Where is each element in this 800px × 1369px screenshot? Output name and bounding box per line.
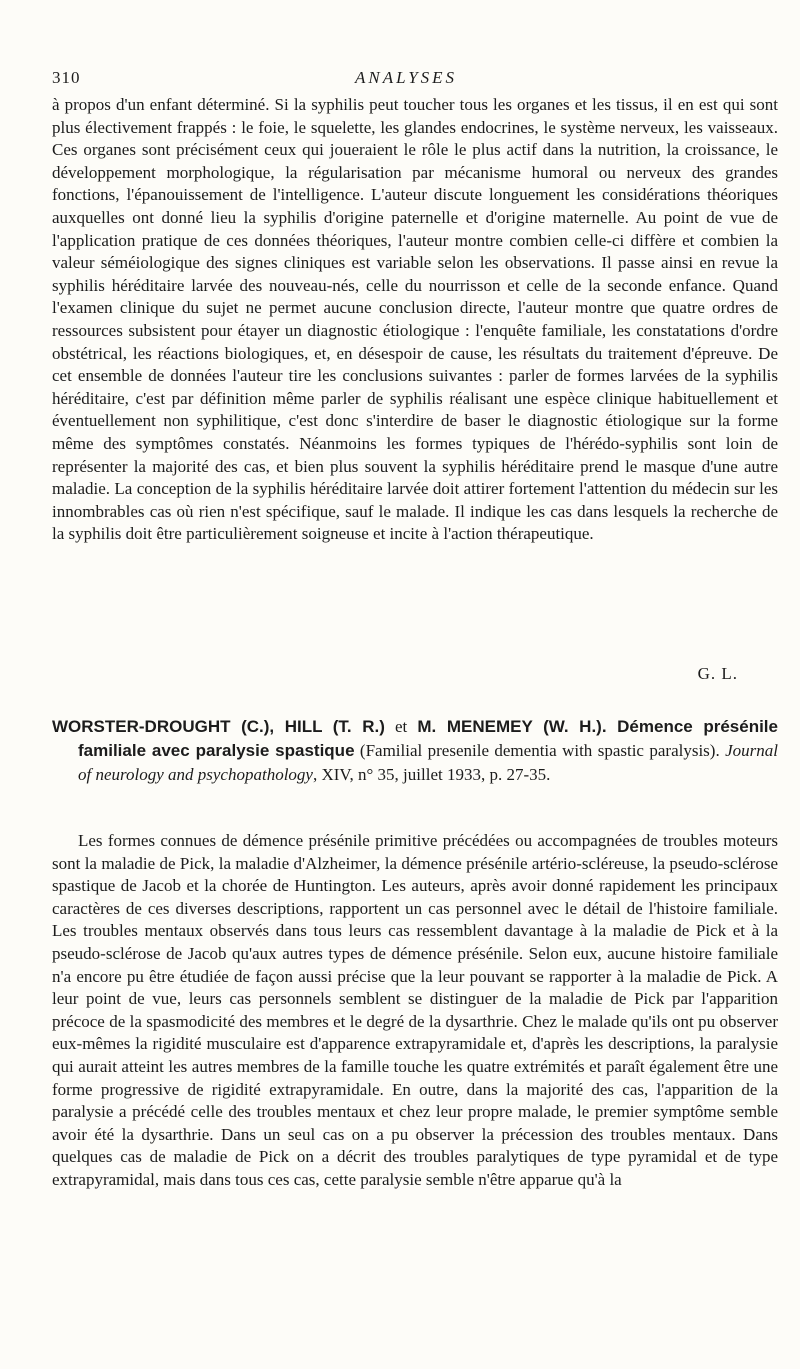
page-header — [52, 68, 760, 90]
reference-line — [52, 715, 778, 787]
reference-journal: Journal of neurology and psychopathology — [78, 741, 778, 784]
reference-conjunction: et — [384, 717, 418, 736]
review-2-body: Les formes connues de démence présénile primitive précédées ou accompagnées de troubles moteurs sont la maladie de Pick, la maladie d'Alzheimer, la démence présénile artério-scléreuse, la pseudo-sclérose spastique de Jacob et la chorée de Huntington. Les auteurs, après avoir donné rapidement les principaux caractères de ces diverses descriptions, rapportent un cas personnel avec le détail de l'histoire familiale. Les troubles mentaux observés dans tous leurs cas ressemblent davantage à la maladie de Pick et à la pseudo-sclérose de Jacob qu'aux autres types de démence présénile. Selon eux, aucune histoire familiale n'a encore pu être étudiée de façon aussi précise que la leur pouvant se rapporter à la maladie de Pick. A leur point de vue, leurs cas personnels semblent se distinguer de la maladie de Pick par l'apparition précoce de la spasmodicité des membres et le degré de la dysarthrie. Chez le malade qu'ils ont pu observer eux-mêmes la rigidité musculaire est d'apparence extrapyramidale et, d'après les descriptions, la paralysie qui aurait atteint les autres membres de la famille touche les quatre extrémités et paraît également être une forme progressive de rigidité extrapyramidale. En outre, dans la majorité des cas, l'apparition de la paralysie a précédé celle des troubles mentaux et chez leur propre malade, le premier symptôme semble avoir été la dysarthrie. Dans un seul cas on a pu observer la précession des troubles mentaux. Dans quelques cas de maladie de Pick on a décrit des troubles paralytiques de type pyramidal et de type extrapyramidal, mais dans tous ces cas, cette paralysie semble n'être apparue qu'à la — [52, 831, 778, 1189]
review-1-body: à propos d'un enfant déterminé. Si la syphilis peut toucher tous les organes et les tissus, il en est qui sont plus électivement frappés : le foie, le squelette, les glandes endocrines, le système nerveux, les vaisseaux. Ces organes sont précisément ceux qui joueraient le rôle le plus actif dans la nutrition, la croissance, le développement morphologique, la régularisation par mécanisme humoral ou nerveux des grandes fonctions, l'épanouissement de l'intelligence. L'auteur discute longuement les considérations théoriques auxquelles ont donné lieu la syphilis d'origine paternelle et d'origine maternelle. Au point de vue de l'application pratique de ces données théoriques, l'auteur montre combien celle-ci diffère et combien la valeur séméiologique des signes cliniques est variable selon les observations. Il passe ainsi en revue la syphilis héréditaire larvée des nouveau-nés, celle du nourrisson et celle de la seconde enfance. Quand l'examen clinique du sujet ne permet aucune conclusion directe, l'auteur montre que quatre ordres de ressources subsistent pour étayer un diagnostic étiologique : l'enquête familiale, les constatations d'ordre obstétrical, les réactions biologiques, et, en désespoir de cause, les résultats du traitement d'épreuve. De cet ensemble de données l'auteur tire les conclusions suivantes : parler de formes larvées de la syphilis héréditaire, c'est par définition même parler de syphilis réalisant une espèce clinique habituellement et éventuellement non syphilitique, c'est donc s'interdire de baser le diagnostic étiologique sur la forme même des symptômes constatés. Néanmoins les formes typiques de l'hérédo-syphilis sont loin de représenter la majorité des cas, et bien plus souvent la syphilis héréditaire prend le masque d'une autre maladie. La conception de la syphilis héréditaire larvée doit attirer fortement l'attention du médecin sur les innombrables cas où rien n'est spécifique, sauf le malade. Il indique les cas dans lesquels la recherche de la syphilis doit être particulièrement soigneuse et incite à l'action thérapeutique. — [52, 95, 778, 544]
page-number: 310 — [52, 68, 81, 87]
review-1-signature: G. L. — [697, 664, 738, 683]
reference-title-french: Démence présénile familiale avec paralysie spastique — [78, 717, 778, 760]
reference-author-last: M. MENEMEY (W. H.). — [417, 717, 607, 736]
running-title: ANALYSES — [354, 68, 458, 87]
reference-citation: , XIV, n° 35, juillet 1933, p. 27-35. — [312, 765, 551, 784]
reference-authors: WORSTER-DROUGHT (C.), HILL (T. R.) — [52, 717, 385, 736]
reference-title-english: (Familial presenile dementia with spastic paralysis). — [354, 741, 726, 760]
review-2-reference — [52, 715, 778, 787]
